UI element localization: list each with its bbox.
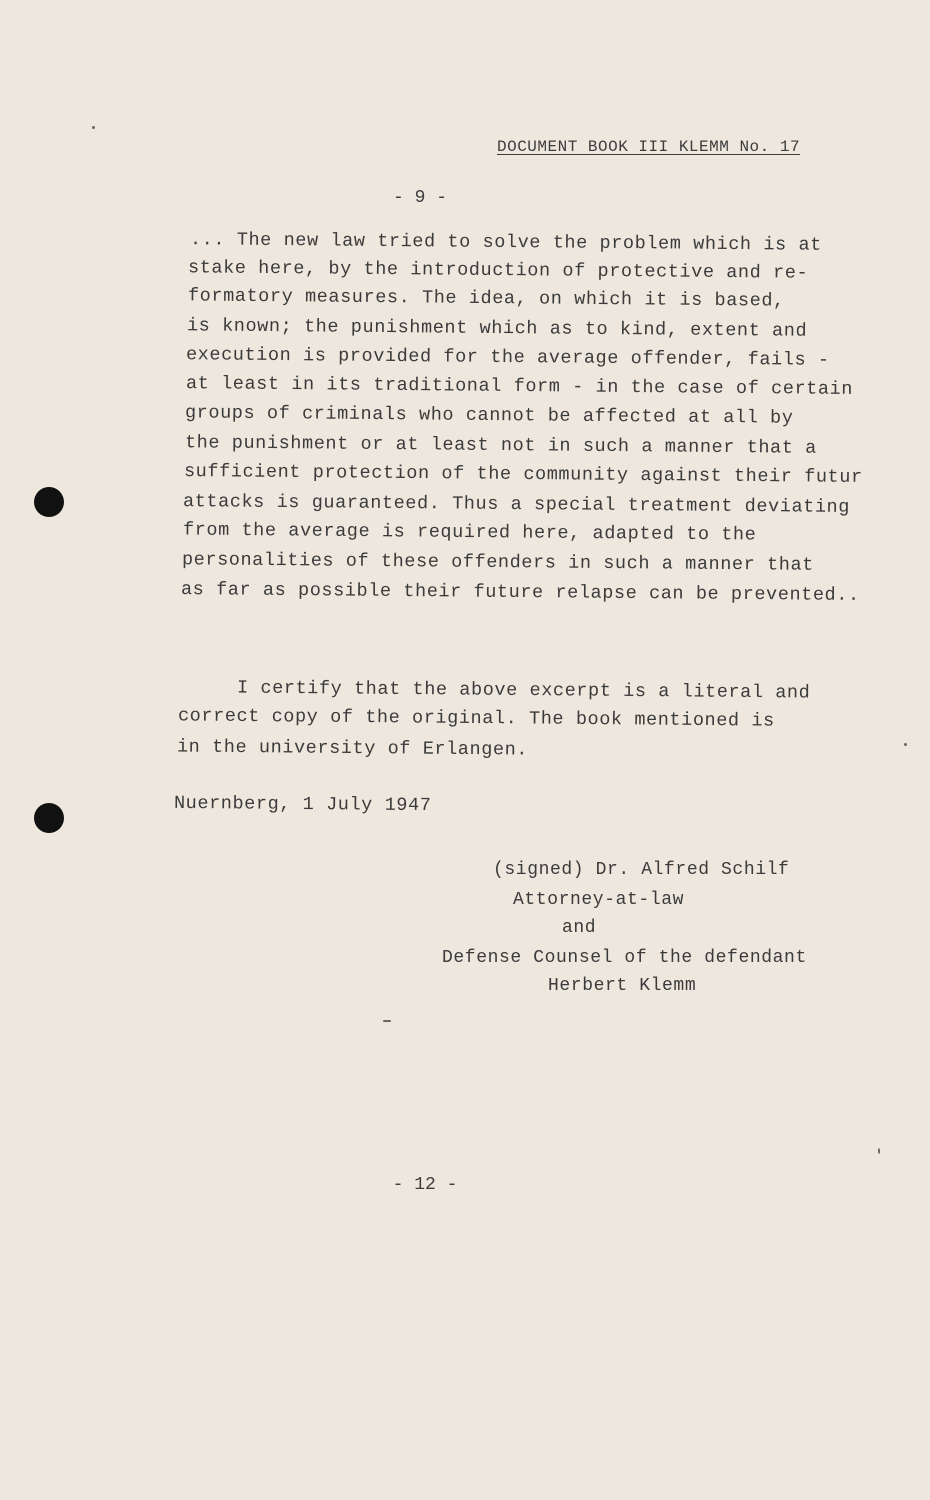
page-number-top: - 9 - — [392, 188, 447, 208]
signature-role: Defense Counsel of the defendant — [442, 948, 807, 968]
body-line: ... The new law tried to solve the problem which is at — [189, 229, 822, 256]
page-number-bottom: - 12 - — [392, 1175, 458, 1195]
signature-defendant: Herbert Klemm — [548, 976, 697, 996]
body-line: groups of criminals who cannot be affected at all by — [184, 402, 794, 429]
body-line: execution is provided for the average offender, fails - — [185, 344, 830, 371]
punch-hole — [34, 487, 64, 517]
paper-speck — [878, 1148, 880, 1154]
body-line: formatory measures. The idea, on which it is based, — [187, 285, 785, 312]
body-line: personalities of these offenders in such a manner that — [181, 549, 814, 576]
body-line: from the average is required here, adapted to the — [182, 519, 757, 546]
body-line: stake here, by the introduction of protective and re- — [187, 257, 809, 284]
punch-hole — [34, 803, 64, 833]
paper-speck — [383, 1020, 391, 1022]
body-line: as far as possible their future relapse can be prevented.. — [180, 579, 860, 606]
certify-line: I certify that the above excerpt is a literal and — [236, 677, 811, 704]
signature-and: and — [562, 918, 597, 938]
paper-speck — [904, 743, 907, 746]
signature-name: (signed) Dr. Alfred Schilf — [493, 860, 790, 880]
body-line: is known; the punishment which as to kind, extent and — [186, 315, 808, 342]
paper-speck — [92, 126, 95, 129]
certify-line: in the university of Erlangen. — [176, 736, 529, 761]
body-line: sufficient protection of the community against their futur — [183, 460, 863, 488]
body-line: at least in its traditional form - in the case of certain — [185, 373, 854, 400]
body-line: attacks is guaranteed. Thus a special treatment deviating — [182, 491, 851, 518]
body-line: the punishment or at least not in such a manner that a — [184, 432, 817, 459]
certify-line: correct copy of the original. The book mentioned is — [177, 705, 775, 732]
signature-title: Attorney-at-law — [513, 890, 685, 910]
document-book-reference: DOCUMENT BOOK III KLEMM No. 17 — [497, 138, 801, 156]
place-date: Nuernberg, 1 July 1947 — [173, 792, 432, 817]
